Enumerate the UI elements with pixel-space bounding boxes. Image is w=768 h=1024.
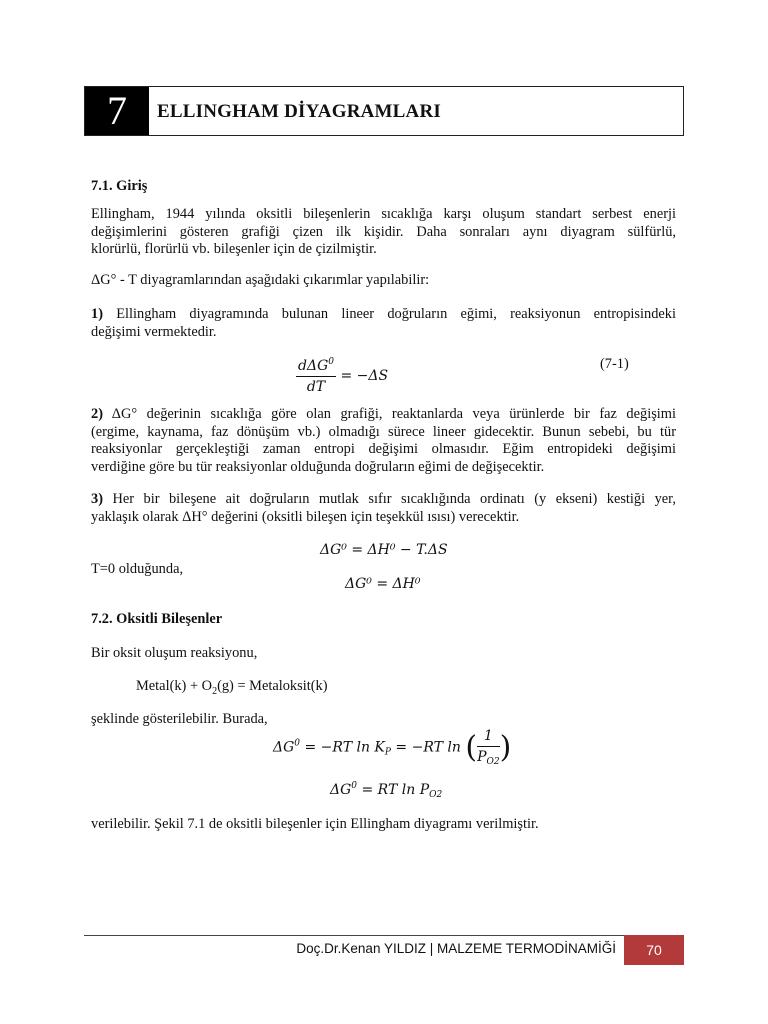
- equation-gibbs: ΔG⁰ = ΔH⁰ − T.ΔS: [320, 542, 448, 558]
- section-heading-giris: 7.1. Giriş: [91, 178, 148, 194]
- fraction-numerator: dΔG: [298, 358, 329, 374]
- item-marker: 3): [91, 491, 103, 507]
- subscript: O2: [486, 757, 500, 767]
- eq-mid: = −RT ln K: [300, 739, 385, 756]
- reaction-right: (g) = Metaloksit(k): [217, 678, 328, 694]
- superscript: 0: [351, 781, 358, 791]
- eq-lhs: ΔG: [273, 739, 295, 756]
- fraction-denominator: P: [477, 749, 487, 765]
- footer-text: Doç.Dr.Kenan YILDIZ | MALZEME TERMODİNAMİĞİ: [296, 941, 616, 956]
- chapter-header: [84, 86, 684, 136]
- superscript: 0: [294, 738, 301, 749]
- equation-t-zero: ΔG⁰ = ΔH⁰: [345, 576, 421, 592]
- right-paren: ): [499, 730, 512, 765]
- item-text: değişimi vermektedir.: [91, 323, 217, 340]
- item-text: reaksiyonlar gerçekleştiği zaman entropi değişimi olmasıdır. Eğim entropideki değişimi: [91, 441, 676, 457]
- equation-rt-ln-p: [330, 781, 442, 800]
- paragraph-line: değişimlerini gösteren grafiği çizen ilk kişidir. Daha sonraları aynı diyagram sülfürlü,: [91, 223, 676, 240]
- eq-lhs: ΔG: [330, 782, 352, 798]
- superscript: 0: [328, 357, 334, 367]
- eq-rhs: = RT ln P: [357, 782, 430, 798]
- inference-item-1: [91, 306, 676, 341]
- item-marker: 1): [91, 306, 103, 322]
- fraction-numerator: 1: [477, 728, 500, 747]
- t-zero-text: T=0 olduğunda,: [91, 561, 184, 577]
- subscript: 2: [212, 685, 218, 697]
- item-text: ΔG° değerinin sıcaklığa göre olan grafiği, reaktanlarda veya ürünlerde bir faz değişimi: [103, 406, 676, 422]
- equation-rhs: = −ΔS: [340, 368, 389, 384]
- inference-item-3: [91, 491, 676, 526]
- reaction-intro: Bir oksit oluşum reaksiyonu,: [91, 645, 258, 661]
- footer-divider: [84, 935, 624, 936]
- item-text: verdiğine göre bu tür reaksiyonlar olduğunda doğruların eğimi de değişecektir.: [91, 458, 545, 475]
- item-text: yaklaşık olarak ΔH° değerini (oksitli bileşen için teşekkül ısısı) verecektir.: [91, 508, 520, 525]
- chapter-title: ELLINGHAM DİYAGRAMLARI: [157, 101, 441, 122]
- equation-rt-ln-k: [273, 728, 511, 767]
- paragraph-line: klorürlü, florürlü vb. bileşenler için de çizilmiştir.: [91, 241, 377, 257]
- fraction-denominator: dT: [306, 379, 326, 395]
- closing-text: verilebilir. Şekil 7.1 de oksitli bileşenler için Ellingham diyagramı verilmiştir.: [91, 816, 539, 832]
- subscript: P: [384, 747, 391, 758]
- eq-rhs: = −RT ln: [390, 739, 461, 756]
- inference-intro: ΔG° - T diyagramlarından aşağıdaki çıkarımlar yapılabilir:: [91, 272, 430, 288]
- page-number: 70: [624, 935, 684, 965]
- equation-7-1: [296, 357, 388, 395]
- left-paren: (: [465, 730, 478, 765]
- item-marker: 2): [91, 406, 103, 422]
- paragraph-line: Ellingham, 1944 yılında oksitli bileşenlerin sıcaklığa karşı oluşum standart serbest enerji: [91, 206, 676, 222]
- reaction-left: Metal(k) + O: [136, 678, 213, 694]
- equation-number: (7-1): [600, 356, 629, 372]
- inference-item-2: [91, 406, 676, 476]
- section-heading-oksitli: 7.2. Oksitli Bileşenler: [91, 611, 223, 627]
- item-text: (ergime, kaynama, faz dönüşüm vb.) olmadığı sürece lineer gidecektir. Bunun sebebi, bu tür: [91, 423, 676, 440]
- after-reaction-text: şeklinde gösterilebilir. Burada,: [91, 711, 268, 727]
- item-text: Her bir bileşene ait doğruların mutlak sıfır sıcaklığında ordinatı (y ekseni) kestiği yer,: [103, 491, 676, 507]
- pressure-fraction: [477, 728, 500, 767]
- intro-paragraph: [91, 206, 676, 259]
- oxide-reaction: [136, 678, 536, 700]
- item-text: Ellingham diyagramında bulunan lineer doğruların eğimi, reaksiyonun entropisindeki: [103, 306, 676, 322]
- subscript: O2: [429, 790, 443, 800]
- derivative-fraction: [296, 357, 336, 395]
- chapter-number: 7: [85, 87, 149, 135]
